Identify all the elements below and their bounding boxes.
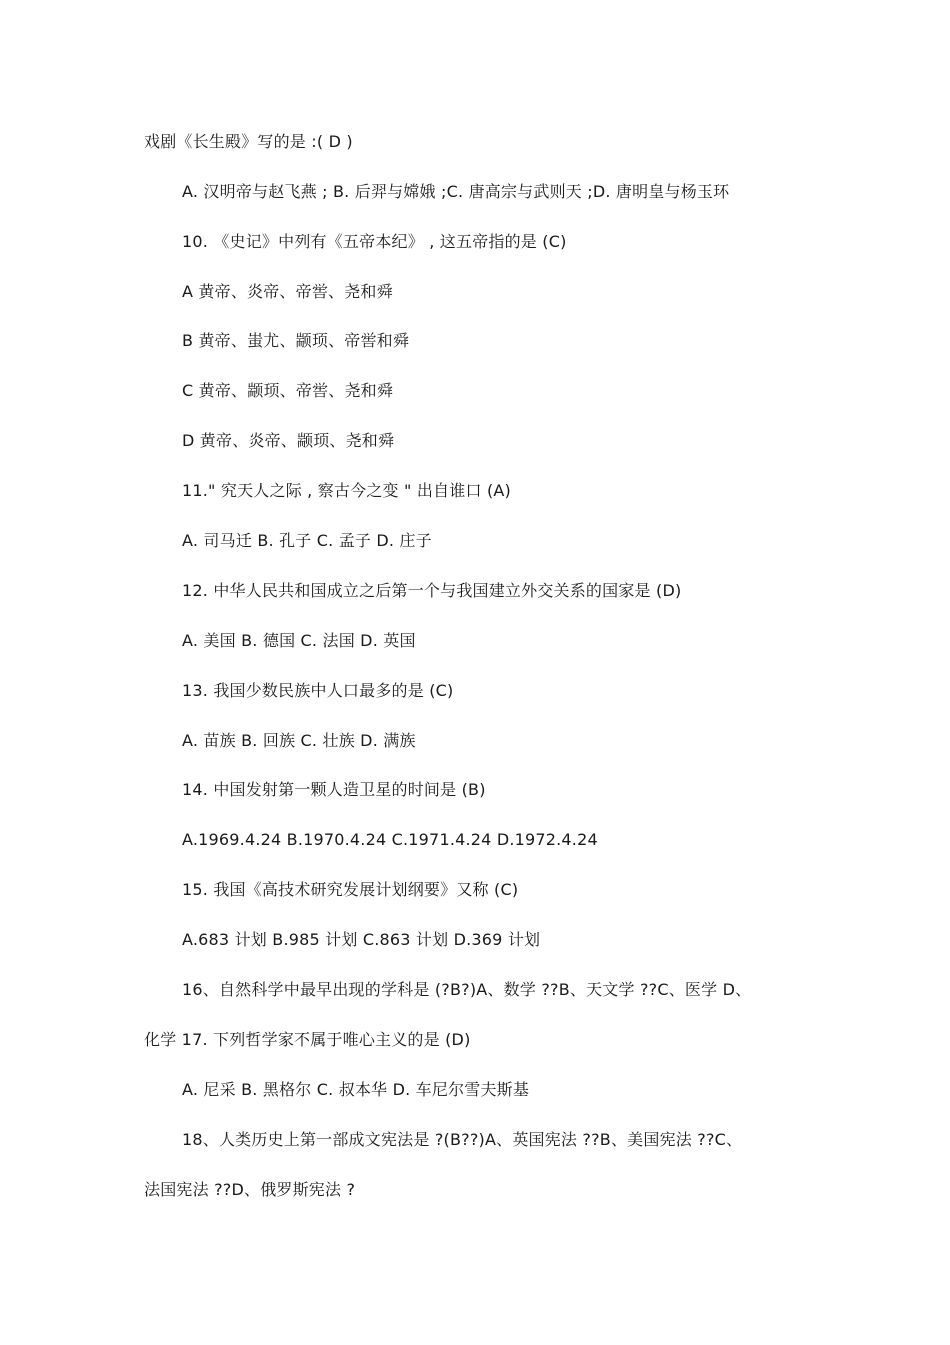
- question-15-stem: 15. 我国《高技术研究发展计划纲要》又称 (C): [182, 880, 519, 899]
- question-17-options: A. 尼采 B. 黑格尔 C. 叔本华 D. 车尼尔雪夫斯基: [182, 1080, 530, 1099]
- question-13-options: A. 苗族 B. 回族 C. 壮族 D. 满族: [182, 731, 416, 750]
- question-9-stem: 戏剧《长生殿》写的是 :( D ): [144, 132, 353, 151]
- question-13-stem: 13. 我国少数民族中人口最多的是 (C): [182, 681, 454, 700]
- question-18-line-1: 18、人类历史上第一部成文宪法是 ?(B??)A、英国宪法 ??B、美国宪法 ??C、: [182, 1130, 743, 1149]
- question-10-option-c: C 黄帝、颛顼、帝喾、尧和舜: [182, 381, 394, 400]
- question-18-line-2: 法国宪法 ??D、俄罗斯宪法 ?: [144, 1180, 356, 1199]
- question-12-options: A. 美国 B. 德国 C. 法国 D. 英国: [182, 631, 416, 650]
- question-16-line-1: 16、自然科学中最早出现的学科是 (?B?)A、数学 ??B、天文学 ??C、医学 D、: [182, 980, 752, 999]
- question-10-stem: 10. 《史记》中列有《五帝本纪》 , 这五帝指的是 (C): [182, 232, 567, 251]
- question-15-options: A.683 计划 B.985 计划 C.863 计划 D.369 计划: [182, 930, 541, 949]
- question-11-options: A. 司马迁 B. 孔子 C. 孟子 D. 庄子: [182, 531, 432, 550]
- question-10-option-b: B 黄帝、蚩尤、颛顼、帝喾和舜: [182, 331, 410, 350]
- question-11-stem: 11." 究天人之际 , 察古今之变 " 出自谁口 (A): [182, 481, 511, 500]
- question-14-stem: 14. 中国发射第一颗人造卫星的时间是 (B): [182, 780, 486, 799]
- question-12-stem: 12. 中华人民共和国成立之后第一个与我国建立外交关系的国家是 (D): [182, 581, 682, 600]
- question-10-option-a: A 黄帝、炎帝、帝喾、尧和舜: [182, 282, 393, 301]
- question-14-options: A.1969.4.24 B.1970.4.24 C.1971.4.24 D.1972.4.24: [182, 830, 598, 849]
- question-10-option-d: D 黄帝、炎帝、颛顼、尧和舜: [182, 431, 395, 450]
- question-9-options: A. 汉明帝与赵飞燕 ; B. 后羿与嫦娥 ;C. 唐高宗与武则天 ;D. 唐明皇与杨玉环: [182, 182, 730, 201]
- question-16-line-2: 化学 17. 下列哲学家不属于唯心主义的是 (D): [144, 1030, 471, 1049]
